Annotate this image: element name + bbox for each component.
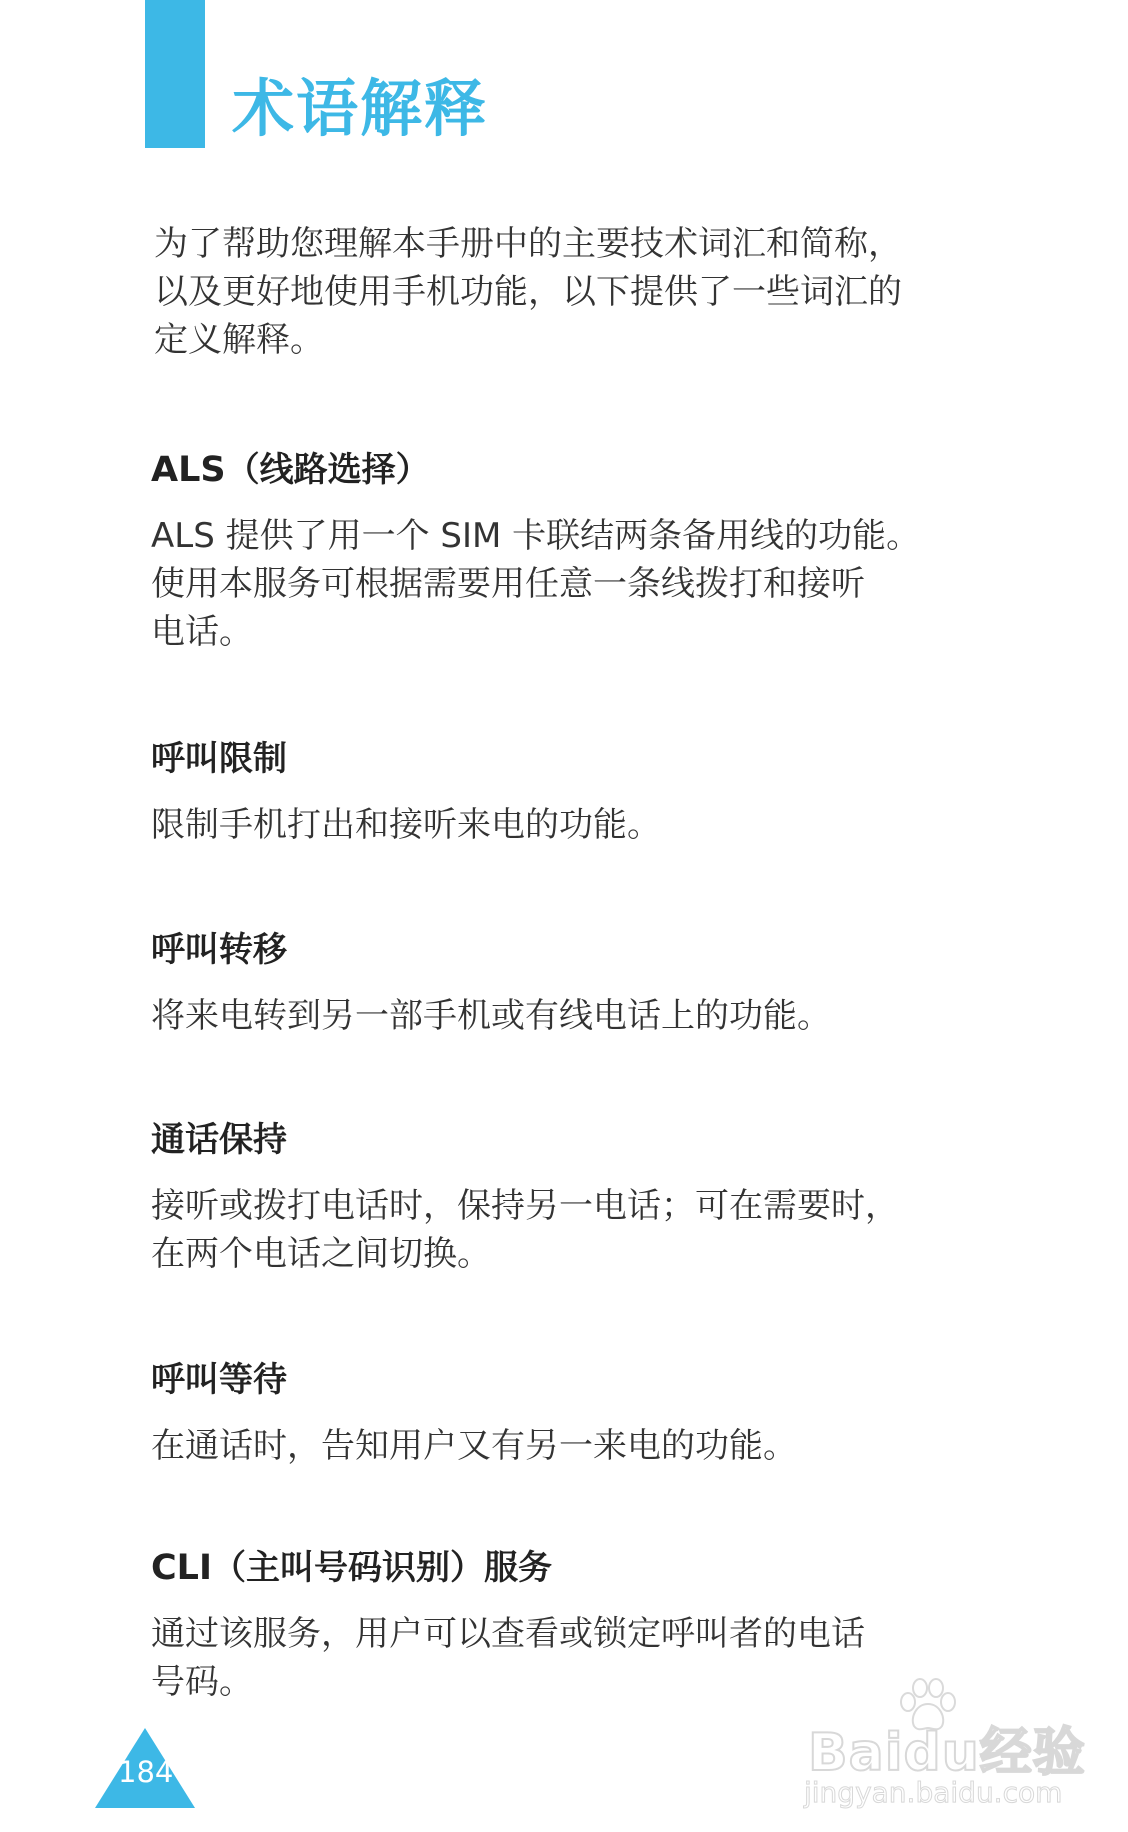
term-body-line: 电话。 [151,612,253,652]
term-body [151,801,931,849]
term-body-line: 号码。 [151,1662,253,1702]
term-heading-cn: 呼叫限制 [151,739,287,779]
term-body-line: ALS 提供了用一个 SIM 卡联结两条备用线的功能。 [151,516,921,556]
term-body [151,992,931,1040]
intro-line: 为了帮助您理解本手册中的主要技术词汇和简称， [154,224,902,264]
term-body-line: 通过该服务，用户可以查看或锁定呼叫者的电话 [151,1614,865,1654]
term-body-line: 接听或拨打电话时，保持另一电话；可在需要时， [151,1186,899,1226]
term-body [151,1182,931,1278]
term-heading-en: CLI [151,1548,213,1588]
term-als [151,450,931,656]
intro-paragraph [154,220,914,364]
term-heading [151,739,931,779]
term-heading [151,1548,931,1588]
page-number: 184 [118,1755,174,1789]
term-heading [151,1360,931,1400]
term-call-hold [151,1120,931,1278]
term-heading-cn: 呼叫等待 [151,1360,287,1400]
page-title: 术语解释 [232,72,489,145]
term-heading-cn: （主叫号码识别）服务 [212,1548,553,1588]
term-body-line: 在通话时，告知用户又有另一来电的功能。 [151,1426,797,1466]
watermark-logo-text: Baidu经验 [808,1723,1086,1783]
baidu-watermark [802,1676,1086,1816]
term-heading-cn: （线路选择） [225,450,430,490]
term-call-barring [151,739,931,849]
term-heading-cn: 呼叫转移 [151,930,287,970]
term-heading-cn: 通话保持 [151,1120,287,1160]
watermark-url: jingyan.baidu.com [804,1776,1063,1809]
term-body-line: 在两个电话之间切换。 [151,1234,491,1274]
intro-line: 定义解释。 [154,320,324,360]
term-heading [151,450,931,490]
intro-line: 以及更好地使用手机功能，以下提供了一些词汇的 [154,272,902,312]
term-body [151,1422,931,1470]
term-heading [151,930,931,970]
term-body-line: 将来电转到另一部手机或有线电话上的功能。 [151,996,831,1036]
term-body [151,512,931,656]
term-call-waiting [151,1360,931,1470]
accent-bar [145,0,205,148]
term-heading [151,1120,931,1160]
term-call-forwarding [151,930,931,1040]
term-heading-en: ALS [151,450,226,490]
term-body-line: 使用本服务可根据需要用任意一条线拨打和接听 [151,564,865,604]
term-body-line: 限制手机打出和接听来电的功能。 [151,805,661,845]
